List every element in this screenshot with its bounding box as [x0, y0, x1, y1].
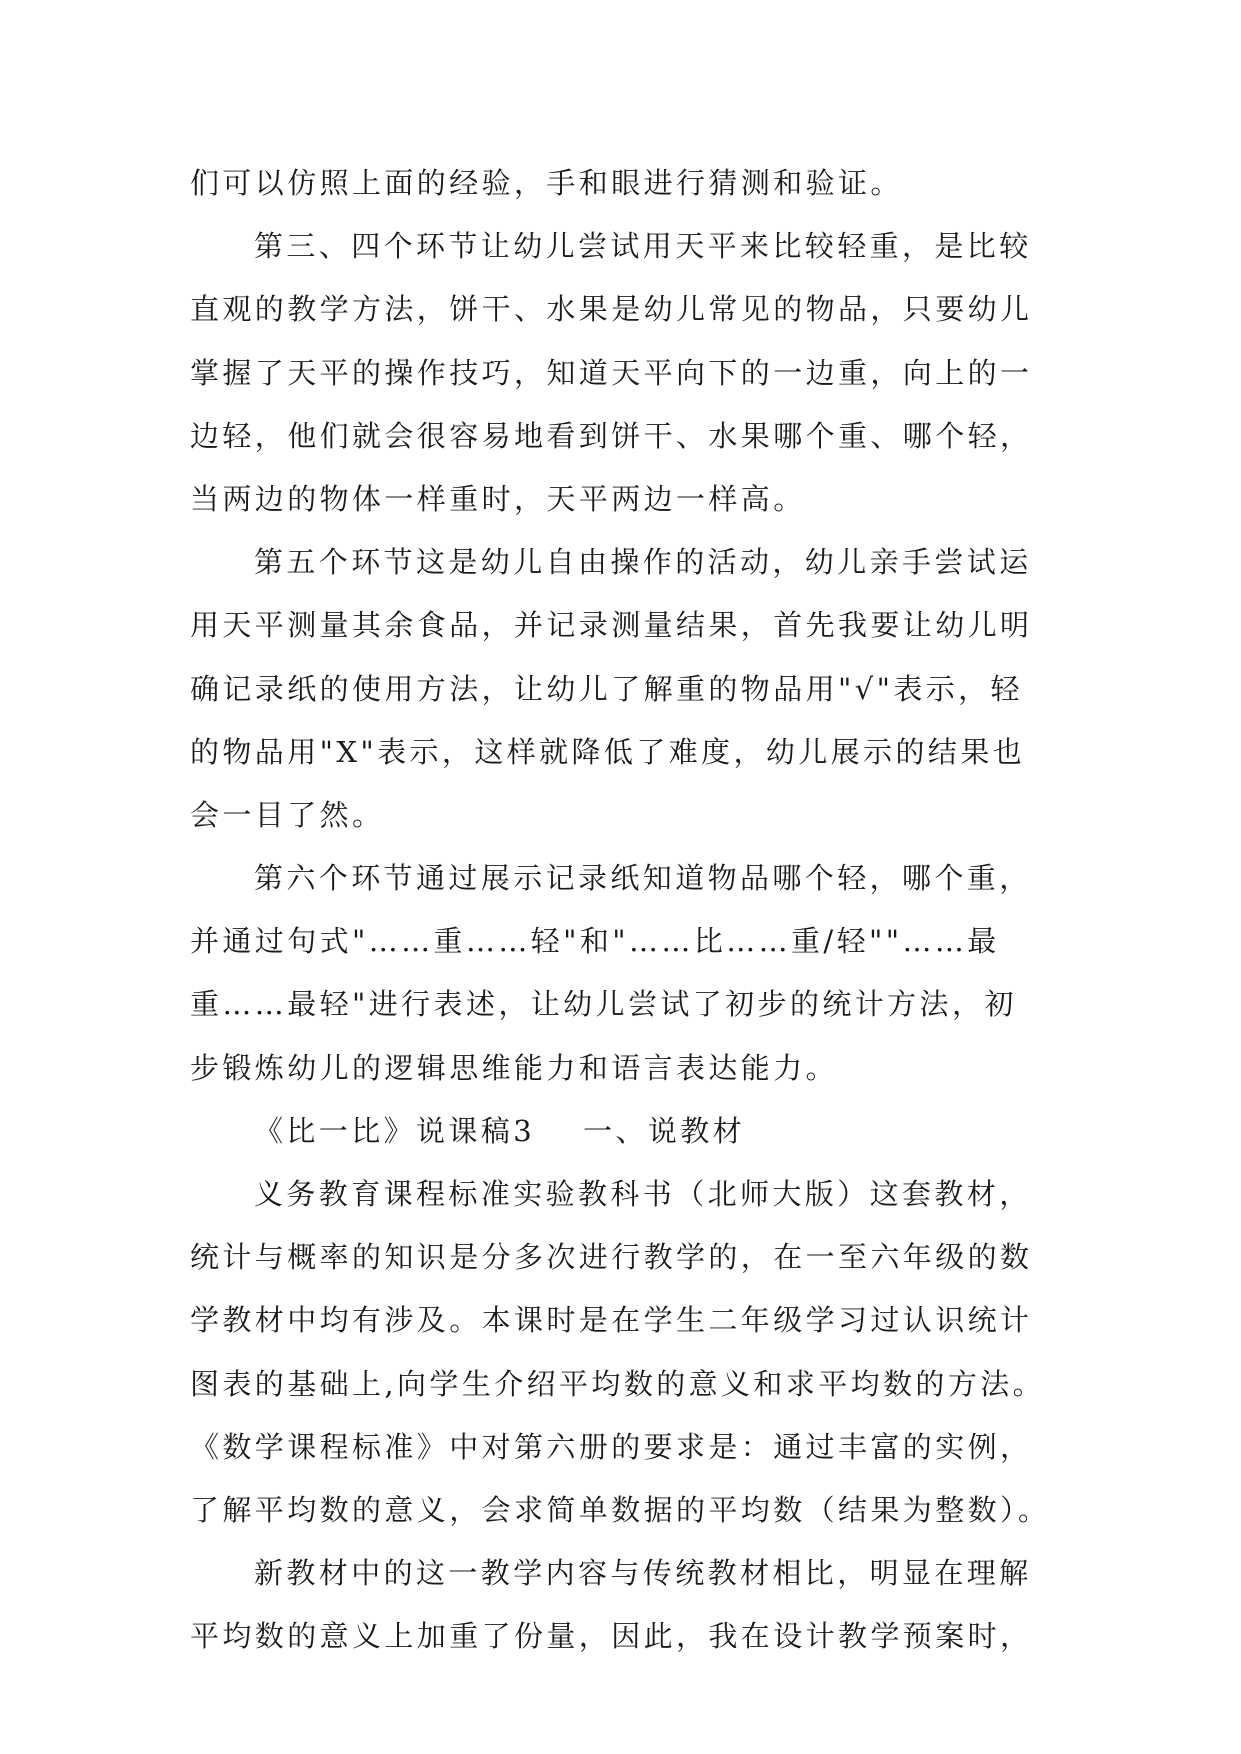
text-line: 掌握了天平的操作技巧，知道天平向下的一边重，向上的一	[190, 355, 1033, 390]
text-line: 统计与概率的知识是分多次进行教学的，在一至六年级的数	[190, 1240, 1033, 1275]
text-line: 了解平均数的意义，会求简单数据的平均数（结果为整数）。	[190, 1492, 1051, 1527]
paragraph-start-line: 第五个环节这是幼儿自由操作的活动，幼儿亲手尝试运	[254, 545, 1032, 580]
text-line: 当两边的物体一样重时，天平两边一样高。	[190, 481, 806, 516]
text-line: 学教材中均有涉及。本课时是在学生二年级学习过认识统计	[190, 1303, 1033, 1338]
text-line: 们可以仿照上面的经验，手和眼进行猜测和验证。	[190, 166, 903, 200]
paragraph-start-line: 第三、四个环节让幼儿尝试用天平来比较轻重，是比较	[254, 229, 1032, 264]
text-line: 边轻，他们就会很容易地看到饼干、水果哪个重、哪个轻，	[190, 418, 1033, 453]
document-body	[190, 152, 1070, 1669]
text-line: 图表的基础上,向学生介绍平均数的意义和求平均数的方法。	[190, 1366, 1046, 1401]
heading-section: 一、说教材	[583, 1113, 746, 1148]
text-line: 并通过句式"……重……轻"和"……比……重/轻""……最	[190, 924, 1000, 959]
text-line: 会一目了然。	[190, 797, 385, 832]
text-line: 重……最轻"进行表述，让幼儿尝试了初步的统计方法，初	[190, 987, 1017, 1022]
text-line: 平均数的意义上加重了份量，因此，我在设计教学预案时，	[190, 1619, 1033, 1654]
paragraph-start-line: 新教材中的这一教学内容与传统教材相比，明显在理解	[254, 1556, 1032, 1591]
heading-title: 《比一比》说课稿3	[254, 1113, 536, 1148]
text-line: 的物品用"X"表示，这样就降低了难度，幼儿展示的结果也	[190, 734, 1026, 769]
text-line: 用天平测量其余食品，并记录测量结果，首先我要让幼儿明	[190, 608, 1033, 643]
text-line: 《数学课程标准》中对第六册的要求是：通过丰富的实例，	[190, 1429, 1033, 1464]
paragraph-start-line: 义务教育课程标准实验教科书（北师大版）这套教材，	[254, 1177, 1032, 1211]
paragraph-start-line: 第六个环节通过展示记录纸知道物品哪个轻，哪个重，	[254, 861, 1032, 896]
text-line: 步锻炼幼儿的逻辑思维能力和语言表达能力。	[190, 1050, 839, 1085]
text-line: 直观的教学方法，饼干、水果是幼儿常见的物品，只要幼儿	[190, 292, 1033, 327]
text-line: 确记录纸的使用方法，让幼儿了解重的物品用"√"表示，轻	[190, 671, 1023, 706]
section-heading	[190, 1100, 1070, 1163]
